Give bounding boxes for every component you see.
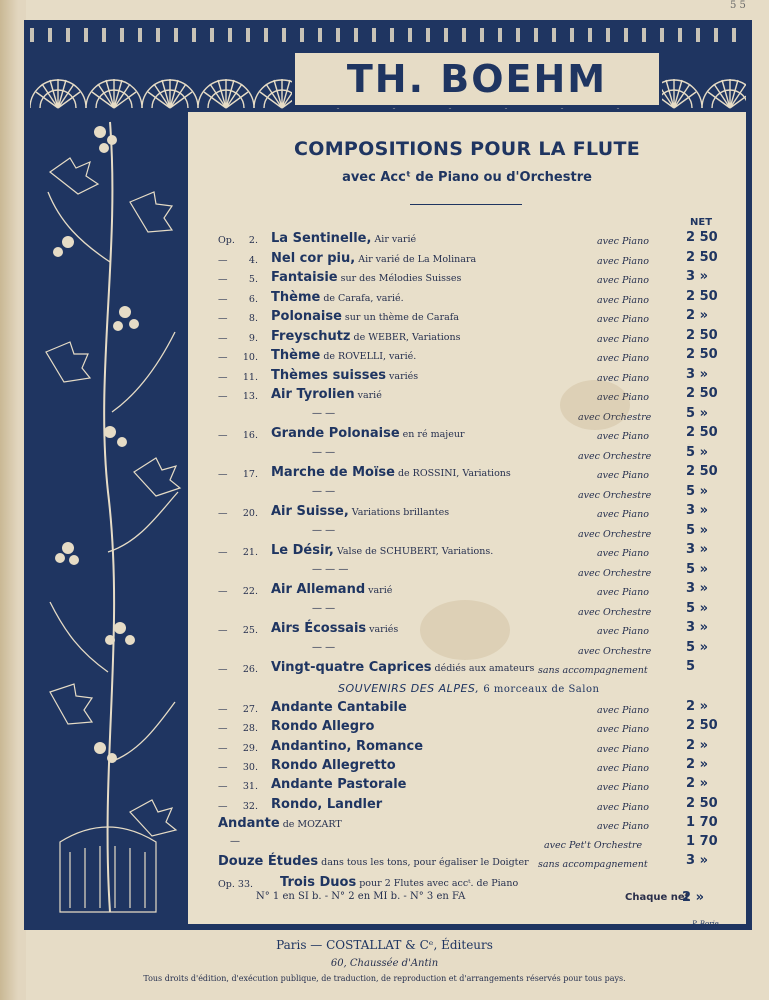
catalog-row: [0, 757, 769, 775]
accompaniment: avec Piano: [597, 314, 649, 325]
accompaniment: avec Piano: [597, 255, 649, 267]
work-subtitle: Air varié de La Molinara: [358, 253, 477, 265]
catalog-row: [0, 406, 769, 424]
duos-opus: Op. 33.: [218, 879, 254, 890]
price: 3 »: [686, 503, 708, 518]
opus-prefix: —: [218, 274, 228, 285]
duos-sub: pour 2 Flutes avec accᵗ. de Piano: [359, 878, 519, 889]
catalog-row: [0, 853, 769, 871]
work-subtitle: sur des Mélodies Suisses: [340, 273, 462, 284]
opus-prefix: —: [218, 508, 228, 519]
price: 5 »: [686, 522, 708, 538]
price: 2 »: [686, 737, 708, 753]
opus-prefix: —: [218, 547, 228, 558]
opus-number: 25.: [242, 625, 258, 636]
section-title-main: SOUVENIRS DES ALPES,: [338, 682, 480, 695]
ditto-marks: —: [230, 836, 240, 848]
catalog-row: [0, 815, 769, 833]
frame-bottom-bar: [30, 924, 746, 930]
price: 3 »: [686, 581, 708, 596]
work-desc: [271, 368, 418, 383]
accompaniment: avec Piano: [597, 392, 649, 403]
work-desc: [271, 231, 416, 246]
work-title: Grande Polonaise: [271, 426, 400, 441]
engraver-signature: P. Borie: [692, 920, 719, 928]
catalog-row: [0, 289, 769, 307]
opus-number: 13.: [242, 391, 258, 402]
work-desc: [271, 797, 385, 812]
opus-number: 6.: [248, 293, 258, 305]
work-title: Le Désir,: [271, 543, 334, 558]
accompaniment: avec Piano: [597, 762, 649, 774]
opus-prefix: —: [218, 352, 228, 363]
ditto-marks: — —: [312, 407, 336, 419]
catalog-row: [0, 386, 769, 404]
opus-number: 27.: [242, 704, 258, 715]
price: 2 50: [686, 327, 718, 343]
price: 3 »: [686, 269, 708, 284]
accompaniment: avec Piano: [597, 236, 649, 247]
work-title: Airs Écossais: [271, 621, 367, 636]
accompaniment: avec Piano: [597, 431, 649, 442]
accompaniment: avec Piano: [597, 587, 649, 598]
work-title: Andantino, Romance: [271, 738, 424, 754]
opus-number: 26.: [242, 664, 258, 675]
work-desc: [271, 270, 461, 285]
price: 5: [686, 659, 696, 674]
accompaniment: avec Orchestre: [578, 645, 652, 657]
opus-prefix: —: [218, 723, 228, 735]
price: 5 »: [686, 483, 708, 499]
catalog-row: [0, 738, 769, 756]
accompaniment: avec Orchestre: [578, 528, 652, 540]
work-desc: [271, 465, 511, 480]
work-title: Rondo, Landler: [271, 796, 383, 812]
price: 2 »: [686, 308, 708, 323]
work-title: Fantaisie: [271, 270, 338, 285]
price: 2 50: [686, 464, 718, 479]
composer-title: TH. BOEHM: [346, 57, 608, 101]
work-title: Rondo Allegro: [271, 719, 375, 735]
duos-desc: [280, 875, 518, 890]
catalog-row: [0, 445, 769, 463]
opus-number: 11.: [242, 371, 258, 383]
work-subtitle: de ROVELLI, varié.: [323, 351, 417, 362]
price: 2 »: [686, 699, 708, 714]
section-title-rest: 6 morceaux de Salon: [483, 684, 600, 695]
accompaniment: avec Piano: [597, 724, 649, 736]
work-desc: [271, 621, 398, 636]
opus-prefix: —: [218, 430, 228, 441]
work-subtitle: de Carafa, varié.: [323, 292, 404, 304]
opus-number: 10.: [242, 352, 258, 363]
accompaniment: avec Piano: [597, 782, 649, 794]
accompaniment: avec Piano: [597, 820, 649, 832]
work-desc: [271, 739, 426, 754]
divider-rule: [410, 204, 522, 205]
work-desc: [271, 719, 377, 734]
catalog-row: [0, 250, 769, 268]
catalog-row: [0, 230, 769, 248]
price: 2 50: [686, 230, 718, 245]
catalog-row: [0, 601, 769, 619]
accompaniment: avec Piano: [597, 294, 649, 306]
duos-keys: N° 1 en SI b. - N° 2 en MI b. - N° 3 en FA: [256, 891, 466, 902]
opus-prefix: Op.: [218, 235, 235, 246]
catalog-row: [0, 503, 769, 521]
work-desc: [271, 251, 476, 266]
duos-row: [0, 874, 769, 892]
accompaniment: avec Piano: [597, 801, 649, 813]
catalog-row: [0, 640, 769, 658]
work-title: Freyschutz: [271, 328, 351, 344]
price: 3 »: [686, 853, 708, 869]
price: 2 50: [686, 425, 718, 440]
price: 2 50: [686, 347, 718, 362]
accompaniment: avec Piano: [597, 275, 649, 286]
chaque-net-label: Chaque net: [625, 892, 690, 903]
opus-number: 32.: [242, 800, 258, 812]
opus-prefix: —: [218, 371, 228, 383]
opus-prefix: —: [218, 313, 228, 324]
price: 1 70: [686, 834, 718, 850]
opus-number: 5.: [248, 274, 258, 285]
opus-number: 29.: [242, 742, 258, 754]
work-subtitle: varié: [357, 390, 382, 401]
work-desc: [271, 309, 459, 324]
work-desc: [271, 387, 382, 402]
work-title: Thème: [271, 289, 321, 305]
opus-number: 31.: [242, 781, 258, 793]
work-title: Andante: [218, 815, 280, 831]
opus-number: 22.: [242, 586, 258, 597]
paper-stain: [560, 380, 630, 430]
work-title: Vingt-quatre Caprices: [271, 660, 432, 675]
opus-prefix: —: [218, 761, 228, 773]
opus-number: 20.: [242, 508, 258, 519]
ditto-marks: — —: [312, 446, 336, 458]
opus-number: 4.: [248, 254, 258, 266]
catalog-heading: COMPOSITIONS POUR LA FLUTE: [294, 138, 640, 160]
price: 2 50: [686, 288, 718, 304]
work-title: Marche de Moïse: [271, 465, 395, 480]
work-subtitle: dédiés aux amateurs: [434, 663, 535, 674]
catalog-row: [0, 620, 769, 638]
ditto-marks: — —: [312, 485, 336, 497]
work-subtitle: variés: [369, 624, 399, 635]
price: 5 »: [686, 444, 708, 460]
catalog-subheading: avec Accᵗ de Piano ou d'Orchestre: [342, 170, 592, 185]
price: 2 50: [686, 386, 718, 401]
work-title: Rondo Allegretto: [271, 757, 396, 773]
catalog-row: [0, 581, 769, 599]
price: 2 50: [686, 795, 718, 811]
catalog-row: [0, 699, 769, 717]
price: 2 50: [686, 718, 718, 734]
work-desc: [271, 758, 399, 773]
opus-number: 2.: [248, 235, 258, 246]
paper-stain: [420, 600, 510, 660]
opus-number: 16.: [242, 430, 258, 441]
price: 3 »: [686, 620, 708, 635]
opus-prefix: —: [218, 254, 228, 266]
opus-prefix: —: [218, 800, 228, 812]
accompaniment: avec Orchestre: [578, 489, 652, 501]
work-subtitle: varié: [368, 585, 393, 596]
work-subtitle: sur un thème de Carafa: [344, 312, 459, 323]
work-desc: [218, 854, 529, 869]
work-title: Polonaise: [271, 309, 342, 324]
price: 2 »: [686, 776, 708, 792]
work-title: Thème: [271, 348, 321, 363]
work-desc: [271, 582, 392, 597]
opus-number: 8.: [248, 313, 258, 324]
catalog-row: [0, 834, 769, 852]
accompaniment: avec Orchestre: [578, 411, 652, 423]
opus-number: 21.: [242, 547, 258, 558]
accompaniment: avec Pet't Orchestre: [544, 840, 643, 852]
section-title: [338, 682, 599, 695]
opus-number: 17.: [242, 469, 258, 480]
work-title: La Sentinelle,: [271, 231, 372, 246]
work-subtitle: dans tous les tons, pour égaliser le Doigter: [321, 857, 529, 869]
accompaniment: avec Piano: [597, 626, 649, 637]
catalog-row: [0, 659, 769, 677]
catalog-row: [0, 718, 769, 736]
catalog-row: [0, 523, 769, 541]
work-desc: [218, 816, 342, 831]
price: 5 »: [686, 405, 708, 421]
work-subtitle: de MOZART: [282, 818, 342, 830]
opus-prefix: —: [218, 625, 228, 636]
ditto-marks: — —: [312, 524, 336, 536]
work-subtitle: de WEBER, Variations: [353, 331, 461, 343]
catalog-row: [0, 308, 769, 326]
accompaniment: avec Piano: [597, 705, 649, 716]
catalog-row: [0, 347, 769, 365]
accompaniment: sans accompagnement: [538, 665, 648, 676]
price: 3 »: [686, 366, 708, 382]
work-desc: [271, 504, 449, 519]
catalog-row: [0, 328, 769, 346]
work-subtitle: variés: [389, 370, 419, 382]
accompaniment: avec Piano: [597, 548, 649, 559]
duos-title: Trois Duos: [280, 875, 357, 890]
opus-prefix: —: [218, 469, 228, 480]
catalog-row: [0, 776, 769, 794]
work-title: Andante Pastorale: [271, 777, 407, 793]
price: 3 »: [686, 542, 708, 557]
work-subtitle: Air varié: [374, 234, 417, 245]
accompaniment: avec Piano: [597, 333, 649, 345]
work-title: Air Tyrolien: [271, 387, 355, 402]
catalog-row: [0, 562, 769, 580]
opus-number: 28.: [242, 723, 258, 735]
price: 5 »: [686, 561, 708, 577]
opus-number: 30.: [242, 761, 258, 773]
opus-prefix: —: [218, 391, 228, 402]
accompaniment: avec Orchestre: [578, 606, 652, 618]
catalog-row: [0, 542, 769, 560]
publisher-line: Paris — COSTALLAT & Cᵉ, Éditeurs: [276, 938, 493, 952]
opus-prefix: —: [218, 586, 228, 597]
work-title: Air Suisse,: [271, 504, 349, 519]
ditto-marks: — —: [312, 641, 336, 653]
opus-prefix: —: [218, 332, 228, 344]
accompaniment: avec Piano: [597, 743, 649, 755]
corner-mark: 5 5: [730, 0, 746, 11]
price: 2 »: [686, 756, 708, 772]
opus-prefix: —: [218, 664, 228, 675]
price: 5 »: [686, 600, 708, 616]
work-subtitle: Variations brillantes: [351, 507, 450, 518]
work-desc: [271, 426, 465, 441]
catalog-row: [0, 367, 769, 385]
accompaniment: avec Orchestre: [578, 450, 652, 462]
price: 1 70: [686, 814, 718, 830]
catalog-row: [0, 425, 769, 443]
work-desc: [271, 329, 461, 344]
opus-number: 9.: [248, 332, 258, 344]
accompaniment: avec Piano: [597, 372, 649, 384]
price: 2 50: [686, 249, 718, 265]
ditto-marks: — — —: [312, 563, 349, 575]
title-plate: [292, 50, 662, 108]
work-title: Andante Cantabile: [271, 700, 407, 715]
publisher-address: 60, Chaussée d'Antin: [330, 958, 439, 969]
catalog-row: [0, 464, 769, 482]
work-desc: [271, 290, 404, 305]
work-desc: [271, 700, 410, 715]
work-subtitle: en ré majeur: [402, 429, 465, 440]
accompaniment: avec Piano: [597, 509, 649, 520]
chaque-net-price: 2 »: [682, 890, 704, 905]
accompaniment: avec Piano: [597, 353, 649, 364]
rights-notice: Tous droits d'édition, d'exécution publique, de traduction, de reproduction et d'arrangements réservés pour tous pays.: [143, 974, 626, 983]
catalog-row: [0, 269, 769, 287]
catalog-row: [0, 484, 769, 502]
accompaniment: avec Orchestre: [578, 567, 652, 579]
work-subtitle: Valse de SCHUBERT, Variations.: [336, 546, 494, 557]
work-title: Thèmes suisses: [271, 367, 387, 383]
opus-prefix: —: [218, 742, 228, 754]
work-subtitle: de ROSSINI, Variations: [397, 468, 511, 479]
work-desc: [271, 777, 410, 792]
ditto-marks: — —: [312, 602, 336, 614]
opus-prefix: —: [218, 293, 228, 305]
work-title: Air Allemand: [271, 582, 366, 597]
accompaniment: avec Piano: [597, 470, 649, 481]
catalog-row: [0, 796, 769, 814]
work-desc: [271, 543, 493, 558]
opus-prefix: —: [218, 781, 228, 793]
accompaniment: sans accompagnement: [538, 859, 648, 871]
work-desc: [271, 660, 534, 675]
opus-prefix: —: [218, 704, 228, 715]
net-column-label: NET: [690, 217, 713, 228]
work-title: Douze Études: [218, 854, 319, 870]
work-title: Nel cor piu,: [271, 250, 356, 266]
work-desc: [271, 348, 416, 363]
price: 5 »: [686, 639, 708, 655]
